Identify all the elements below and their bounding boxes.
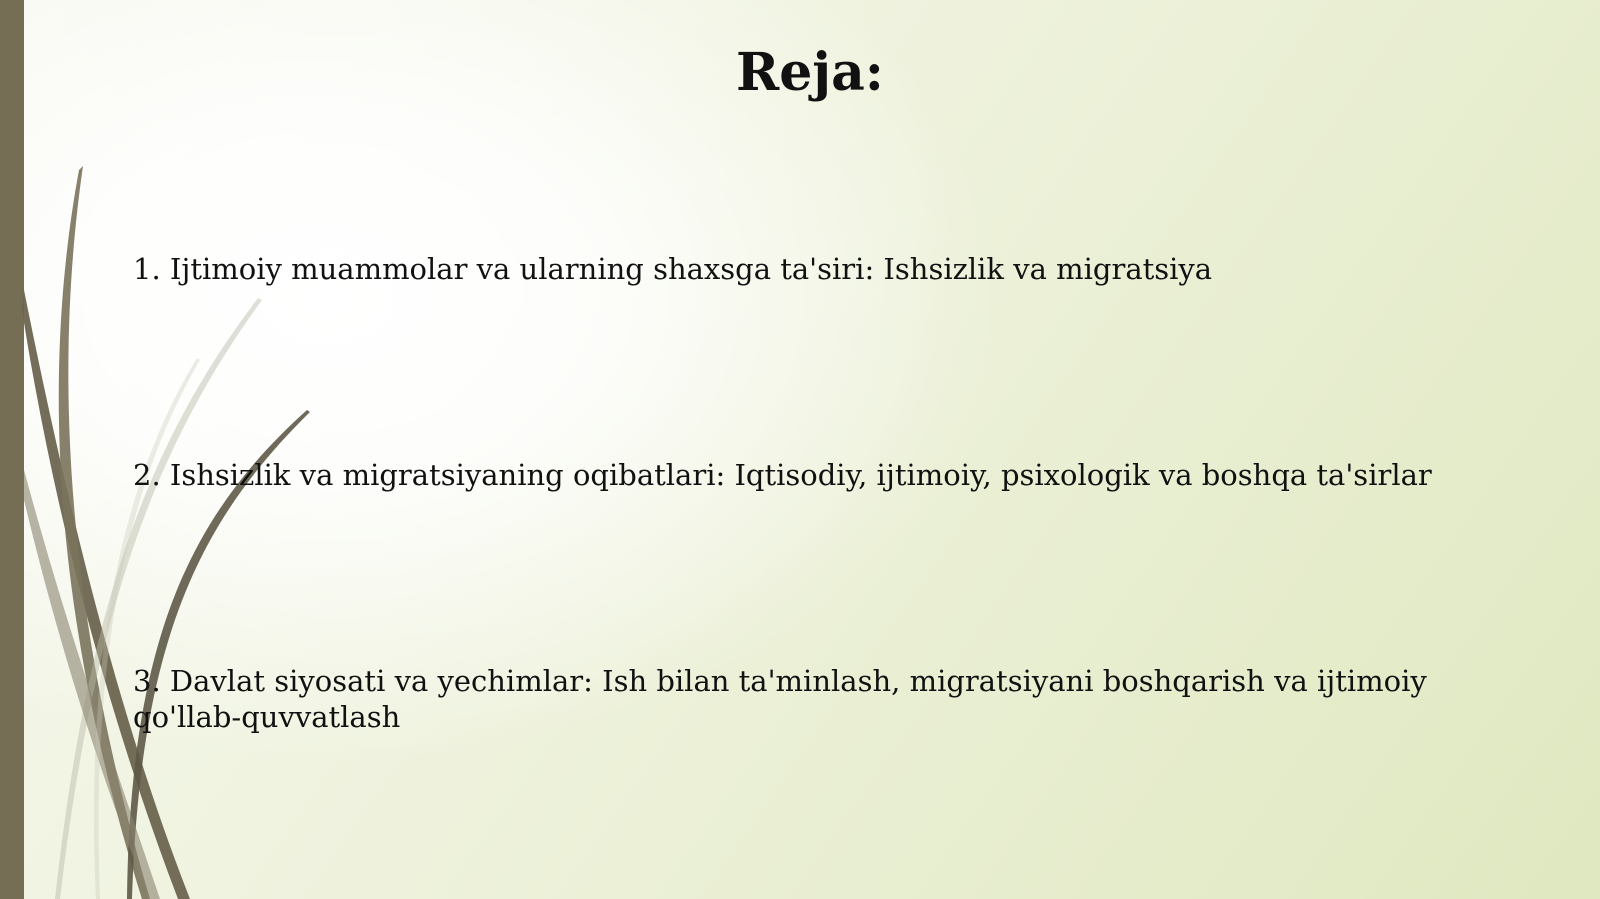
slide-title: Reja: <box>735 42 884 103</box>
grass-blade <box>94 358 200 899</box>
plan-item-1: 1. Ijtimoiy muammolar va ularning shaxsga ta'siri: Ishsizlik va migratsiya <box>133 252 1213 286</box>
grass-blade <box>22 290 190 899</box>
plan-item-2: 2. Ishsizlik va migratsiyaning oqibatlari: Iqtisodiy, ijtimoiy, psixologik va boshqa ta'sirlar <box>133 458 1432 492</box>
grass-blades-decoration <box>0 0 340 899</box>
plan-item-3: 3. Davlat siyosati va yechimlar: Ish bilan ta'minlash, migratsiyani boshqarish va ijtimoiy qo'llab-quvvatlash <box>133 664 1427 734</box>
